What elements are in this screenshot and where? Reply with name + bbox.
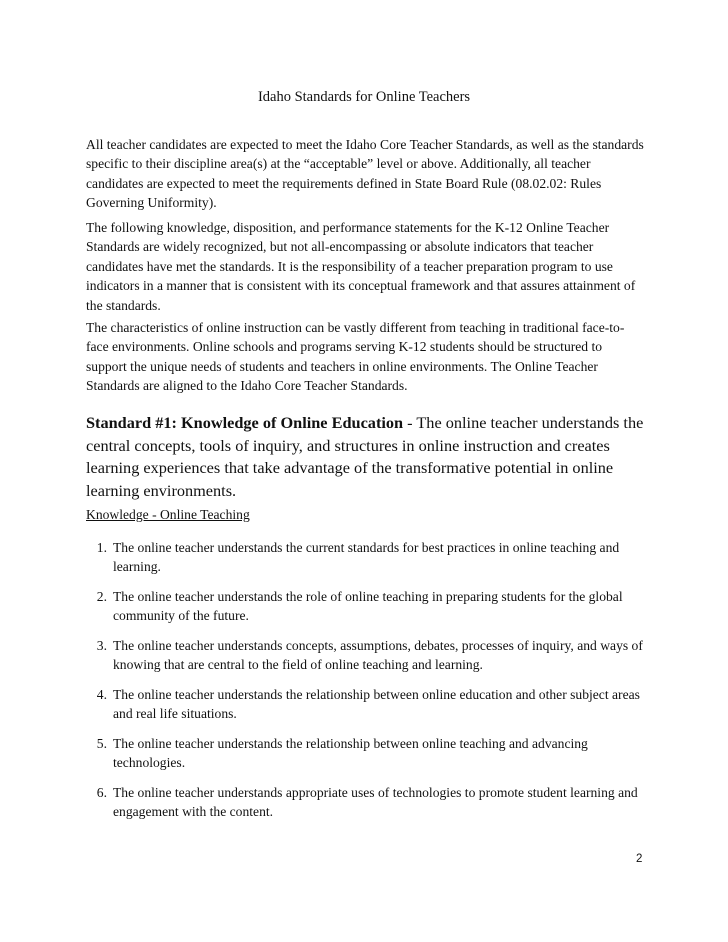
knowledge-subheading: Knowledge - Online Teaching <box>86 507 250 522</box>
knowledge-list <box>86 538 646 832</box>
standard-1-body: - The online teacher understands the central concepts, tools of inquiry, and structures in online instruction and creates learning experiences that take advantage of the transformative potential in online learning environments. <box>86 413 644 500</box>
list-item-number: 4. <box>96 687 107 702</box>
list-item-number: 3. <box>96 638 107 653</box>
list-item-text: The online teacher understands the relationship between online education and other subject areas and real life situations. <box>113 687 640 721</box>
page-number: 2 <box>636 853 643 865</box>
list-item-number: 6. <box>96 785 107 800</box>
list-item-text: The online teacher understands the role of online teaching in preparing students for the global community of the future. <box>113 589 623 623</box>
list-item-number: 2. <box>96 589 107 604</box>
intro-paragraph-2: The following knowledge, disposition, and performance statements for the K-12 Online Teacher Standards are widely recognized, but not all-encompassing or absolute indicators that teacher candidates have met the standards. It is the responsibility of a teacher preparation program to use indicators in a manner that is consistent with its conceptual framework and that assures attainment of the standards. <box>86 220 636 313</box>
list-item <box>86 783 646 821</box>
intro-paragraph-1: All teacher candidates are expected to meet the Idaho Core Teacher Standards, as well as the standards specific to their discipline area(s) at the “acceptable” level or above. Additionally, all teacher candidates are expected to meet the requirements defined in State Board Rule (08.02.02: Rules Governing Uniformity). <box>86 137 644 211</box>
list-item <box>86 685 646 723</box>
list-item-number: 1. <box>96 540 107 555</box>
list-item-text: The online teacher understands the current standards for best practices in online teaching and learning. <box>113 540 620 574</box>
list-item <box>86 636 646 674</box>
list-item-number: 5. <box>96 736 107 751</box>
standard-1-statement <box>86 412 656 502</box>
list-item <box>86 587 646 625</box>
list-item-text: The online teacher understands the relationship between online teaching and advancing technologies. <box>113 736 588 770</box>
intro-paragraph-3: The characteristics of online instruction can be vastly different from teaching in traditional face-to-face environments. Online schools and programs serving K-12 students should be structured to support the unique needs of students and teachers in online environments. The Online Teacher Standards are aligned to the Idaho Core Teacher Standards. <box>86 320 625 394</box>
list-item-text: The online teacher understands concepts, assumptions, debates, processes of inquiry, and ways of knowing that are central to the field of online teaching and learning. <box>113 638 643 672</box>
list-item <box>86 734 646 772</box>
standard-1-heading: Standard #1: Knowledge of Online Education <box>86 413 404 432</box>
list-item <box>86 538 646 576</box>
list-item-text: The online teacher understands appropriate uses of technologies to promote student learning and engagement with the content. <box>113 785 638 819</box>
page-title: Idaho Standards for Online Teachers <box>257 89 471 105</box>
